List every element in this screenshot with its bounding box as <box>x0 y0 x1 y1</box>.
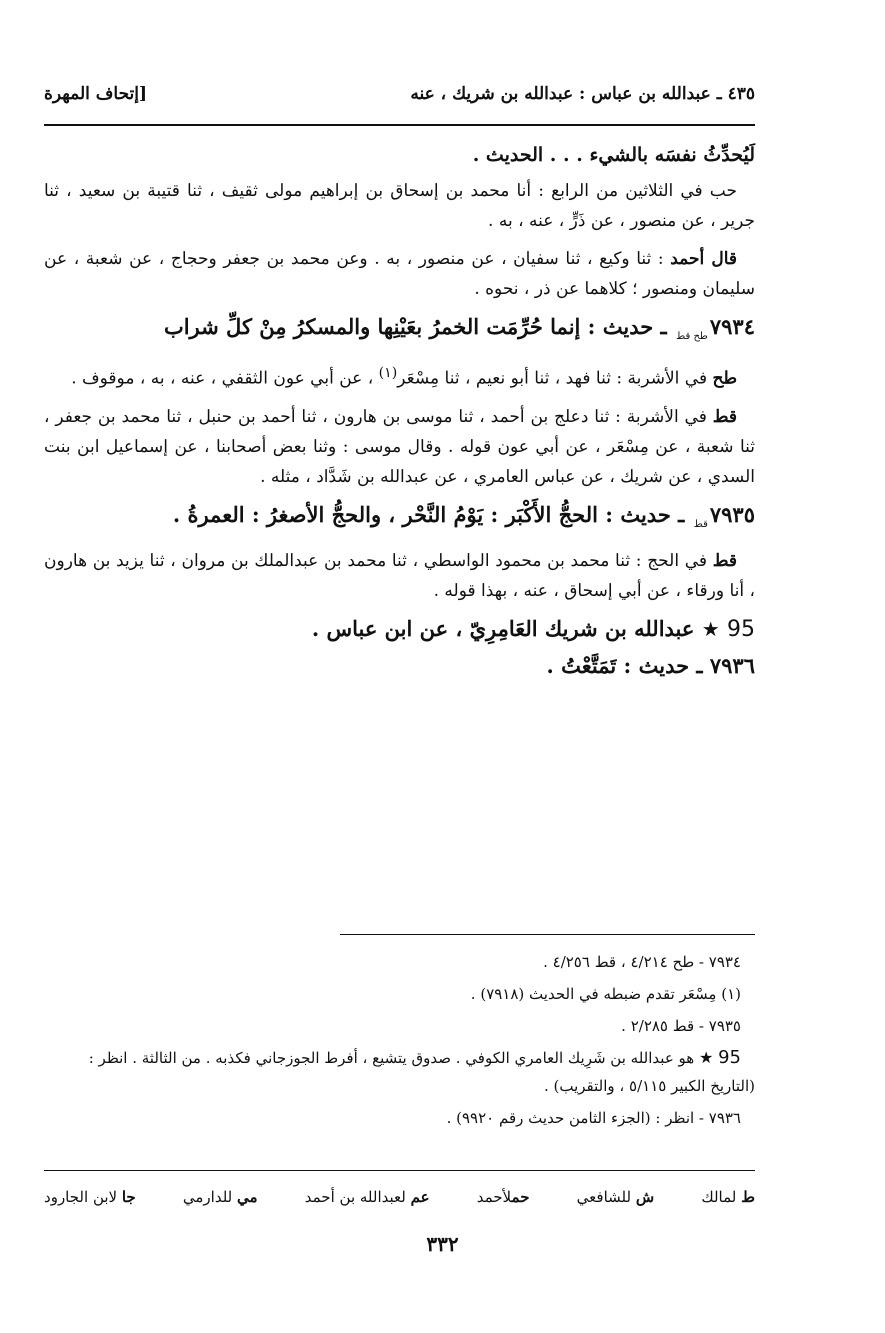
legend-abbr: عم <box>410 1188 430 1206</box>
hadith-text-7935: ـ حديث : الحجُّ الأَكْبَر : يَوْمُ النَّحْر ، والحجُّ الأصغرُ : العمرةُ . <box>172 501 692 527</box>
paragraph-hadith-ending: لَيُحدِّثُ نفسَه بالشيء . . . الحديث . <box>472 144 755 166</box>
legend-abbr: ط <box>741 1188 755 1206</box>
legend-source: لأحمد <box>476 1188 512 1206</box>
paragraph-ahmad <box>44 244 755 304</box>
paragraph-daraqutni-hajj <box>44 546 755 606</box>
running-header <box>44 80 755 114</box>
abbreviation-legend <box>44 1180 755 1214</box>
page-number: ٣٣٢ <box>426 1232 459 1256</box>
paragraph-hibban: حب في الثلاثين من الرابع : أنا محمد بن إسحاق بن إبراهيم مولى ثقيف ، ثنا قتيبة بن سعيد ، ثنا جرير ، عن منصور ، عن ذَرٍّ ، عنه ، به . <box>44 181 755 231</box>
narrator-number: 95 <box>727 617 755 643</box>
legend-source: لابن الجارود <box>44 1188 122 1206</box>
paragraph-daraqutni-ashriba <box>44 402 755 492</box>
footnote-7934: ٧٩٣٤ - طح ٤/٢١٤ ، قط ٤/٢٥٦ . <box>543 953 741 971</box>
hadith-text-7934: ـ حديث : إنما حُرِّمَت الخمرُ بعَيْنِها والمسكرُ مِنْ كلِّ شراب <box>163 314 674 339</box>
legend-divider <box>44 1170 755 1171</box>
footnote-divider <box>340 934 755 935</box>
legend-source: لمالك <box>701 1188 742 1206</box>
footnote-narrator-95 <box>44 1044 755 1100</box>
hadith-source-marker-7935: قط <box>693 519 708 531</box>
hadith-source-marker-7934: طح قط <box>676 331 708 343</box>
source-lead-qt-1: قط <box>712 406 737 427</box>
legend-abbr: حم <box>511 1188 530 1206</box>
legend-source: للدارمي <box>182 1188 238 1206</box>
legend-source: لعبدالله بن أحمد <box>304 1188 411 1206</box>
header-book-name: [إتحاف المهرة <box>44 84 148 104</box>
footnote-1: (١) مِسْعَر تقدم ضبطه في الحديث (٧٩١٨) . <box>470 985 741 1003</box>
hadith-number-7935: ٧٩٣٥ <box>709 501 755 527</box>
star-icon: ★ <box>701 617 720 642</box>
legend-item <box>305 1188 430 1206</box>
narrator-heading-text: عبدالله بن شريك العَامِرِيّ ، عن ابن عباس . <box>311 616 702 642</box>
source-lead-tah: طح <box>712 368 737 389</box>
hadith-heading-7934 <box>44 312 755 352</box>
source-lead-ahmad: قال أحمد <box>670 249 737 269</box>
legend-item <box>701 1188 755 1206</box>
hadith-heading-7935 <box>44 500 755 540</box>
legend-source: للشافعي <box>576 1188 636 1206</box>
legend-abbr: جا <box>121 1188 136 1206</box>
footnote-7935: ٧٩٣٥ - قط ٢/٢٨٥ . <box>621 1017 741 1035</box>
paragraph-tahawi-text: في الأشربة : ثنا فهد ، ثنا أبو نعيم ، ثنا مِسْعَر <box>397 368 713 389</box>
hadith-number-7934: ٧٩٣٤ <box>709 314 755 339</box>
narrator-heading-95 <box>44 614 755 645</box>
legend-item <box>477 1188 530 1206</box>
hadith-heading-7936: ٧٩٣٦ ـ حديث : تَمَتَّعْتُ . <box>546 653 755 679</box>
footnote-7936: ٧٩٣٦ - انظر : (الجزء الثامن حديث رقم ٩٩٢٠) . <box>446 1109 741 1127</box>
paragraph-tahawi-rest: ، عن أبي عون الثقفي ، عنه ، به ، موقوف . <box>71 368 379 389</box>
legend-item <box>577 1188 654 1206</box>
footnote-narrator-text: هو عبدالله بن شَرِيك العامري الكوفي . صدوق يتشيع ، أفرط الجوزجاني فكذبه . من الثالثة . انظر : (التاريخ الكبير ٥/١١٥ ، والتقريب) . <box>88 1049 755 1095</box>
paragraph-tahawi <box>44 358 755 394</box>
footnotes <box>44 948 755 1136</box>
footnote-star-icon: ★ <box>698 1048 714 1067</box>
footnote-narrator-number: 95 <box>718 1047 741 1068</box>
legend-abbr: مي <box>237 1188 258 1206</box>
legend-item <box>44 1188 136 1206</box>
paragraph-daraqutni-hajj-text: في الحج : ثنا محمد بن محمود الواسطي ، ثنا محمد بن عبدالملك بن مروان ، ثنا يزيد بن هارون ، أنا ورقاء ، عن أبي إسحاق ، عنه ، بهذا قوله . <box>44 551 755 602</box>
footnote-ref-1: (١) <box>378 365 398 382</box>
legend-item <box>183 1188 258 1206</box>
source-lead-qt-2: قط <box>712 551 737 572</box>
legend-abbr: ش <box>635 1188 655 1206</box>
header-divider <box>44 124 755 126</box>
header-title: ٤٣٥ ـ عبدالله بن عباس : عبدالله بن شريك ، عنه <box>410 84 755 104</box>
paragraph-daraqutni-ashriba-text: في الأشربة : ثنا دعلج بن أحمد ، ثنا موسى بن هارون ، ثنا أحمد بن حنبل ، ثنا محمد بن جعفر ، ثنا شعبة ، عن مِسْعَر ، عن أبي عون قوله . وقال موسى : وثنا بعض أصحابنا ، عن إسماعيل ابن بنت السدي ، عن شريك ، عن عباس العامري ، عن عبدالله بن شَدَّاد ، مثله . <box>44 406 755 487</box>
main-text <box>44 140 755 687</box>
paragraph-ahmad-text: : ثنا وكيع ، ثنا سفيان ، عن منصور ، به . وعن محمد بن جعفر وحجاج ، عن شعبة ، عن سليمان ومنصور ؛ كلاهما عن ذر ، نحوه . <box>44 249 755 299</box>
